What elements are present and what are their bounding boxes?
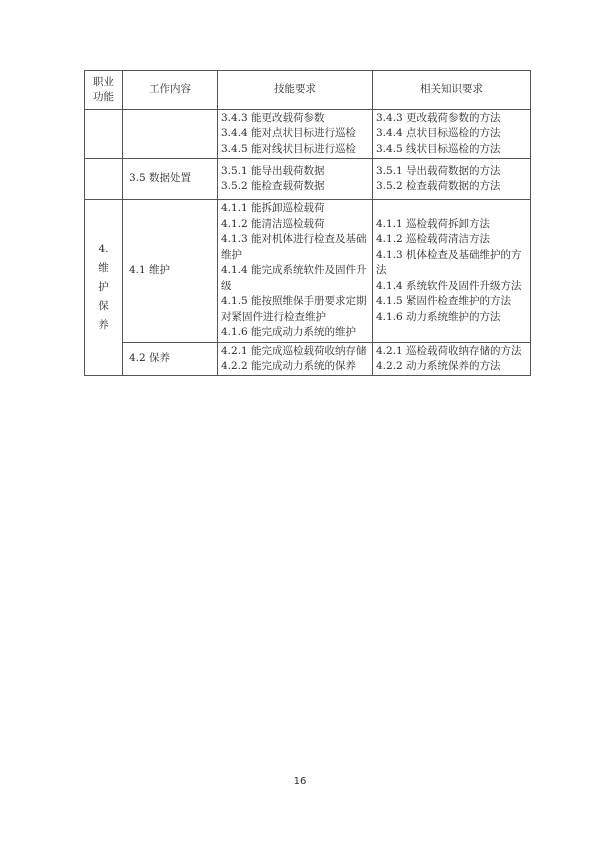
knowledge-cell — [373, 200, 531, 343]
work-content-cell: 4.2 保养 — [123, 343, 218, 376]
knowledge-cell — [373, 110, 531, 159]
work-content-cell: 3.5 数据处置 — [123, 159, 218, 200]
page-number: 16 — [293, 776, 307, 787]
skill-cell — [218, 110, 373, 159]
knowledge-item: 3.4.5 线状目标巡检的方法 — [376, 142, 501, 155]
knowledge-item: 3.5.2 检查载荷数据的方法 — [376, 180, 501, 192]
competency-table — [84, 70, 531, 376]
knowledge-item: 4.1.6 动力系统维护的方法 — [376, 310, 501, 323]
header-skill-requirements: 技能要求 — [218, 71, 373, 110]
work-content-cell — [123, 110, 218, 159]
skill-item: 4.1.3 能对机体进行检查及基础维护 — [221, 233, 367, 261]
table-row — [85, 343, 531, 376]
skill-item: 3.5.2 能检查载荷数据 — [221, 180, 325, 192]
knowledge-cell — [373, 159, 531, 200]
skill-item: 4.2.1 能完成巡检载荷收纳存储 — [221, 344, 367, 357]
skill-item: 4.1.4 能完成系统软件及固件升级 — [221, 264, 367, 292]
work-content-cell: 4.1 维护 — [123, 200, 218, 343]
function-cell-empty — [85, 110, 123, 159]
knowledge-item: 4.2.1 巡检载荷收纳存储的方法 — [376, 344, 522, 357]
skill-cell — [218, 200, 373, 343]
skill-item: 4.1.1 能拆卸巡检载荷 — [221, 202, 325, 215]
header-work-content: 工作内容 — [123, 71, 218, 110]
table-row — [85, 200, 531, 343]
knowledge-cell — [373, 343, 531, 376]
knowledge-item: 3.4.4 点状目标巡检的方法 — [376, 127, 501, 140]
table-header-row — [85, 71, 531, 110]
knowledge-item: 4.1.1 巡检载荷拆卸方法 — [376, 217, 491, 230]
table-row — [85, 159, 531, 200]
knowledge-item: 3.4.3 更改载荷参数的方法 — [376, 111, 501, 124]
knowledge-item: 4.1.2 巡检载荷清洁方法 — [376, 233, 491, 246]
skill-item: 3.4.4 能对点状目标进行巡检 — [221, 127, 357, 140]
skill-item: 4.1.6 能完成动力系统的维护 — [221, 326, 357, 339]
skill-item: 3.5.1 能导出载荷数据 — [221, 164, 325, 177]
skill-cell — [218, 159, 373, 200]
skill-item: 4.1.2 能清洁巡检载荷 — [221, 217, 325, 230]
knowledge-item: 4.1.5 紧固件检查维护的方法 — [376, 295, 512, 308]
skill-item: 3.4.5 能对线状目标进行巡检 — [221, 142, 357, 155]
header-function: 职业 功能 — [85, 71, 123, 110]
function-cell: 4. 维 护 保 养 — [85, 200, 123, 376]
knowledge-item: 4.1.3 机体检查及基础维护的方法 — [376, 248, 522, 277]
skill-item: 3.4.3 能更改载荷参数 — [221, 111, 325, 124]
function-cell-empty — [85, 159, 123, 200]
header-knowledge-requirements: 相关知识要求 — [373, 71, 531, 110]
knowledge-item: 4.2.2 动力系统保养的方法 — [376, 360, 501, 372]
table-row — [85, 110, 531, 159]
skill-item: 4.2.2 能完成动力系统的保养 — [221, 360, 357, 372]
skill-item: 4.1.5 能按照维保手册要求定期对紧固件进行检查维护 — [221, 295, 367, 323]
skill-cell — [218, 343, 373, 376]
knowledge-item: 3.5.1 导出载荷数据的方法 — [376, 164, 501, 177]
knowledge-item: 4.1.4 系统软件及固件升级方法 — [376, 279, 522, 292]
